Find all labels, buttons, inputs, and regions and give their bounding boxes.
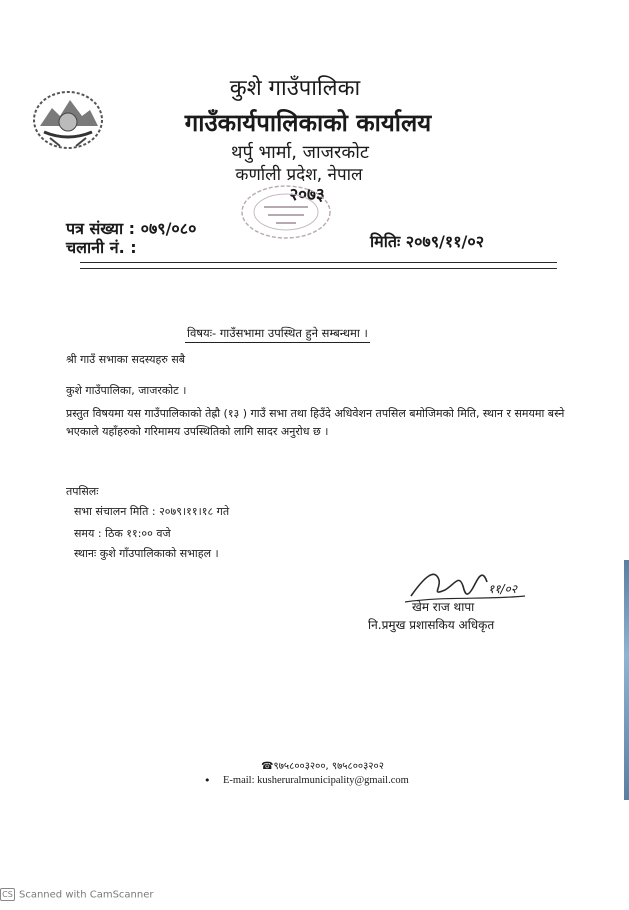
meeting-date: सभा संचालन मिति : २०७९।११।१८ गते	[74, 505, 230, 518]
addressee-line1: श्री गाउँ सभाका सदस्यहरु सबै	[66, 353, 186, 366]
dispatch-number: चलानी नं. :	[66, 238, 137, 257]
letter-body: प्रस्तुत विषयमा यस गाउँपालिकाको तेह्रौ (१३ ) गाउँ सभा तथा हिउँदे अधिवेशन तपसिल बमोजिमको मिति, स्थान र समयमा बस्ने भएकाले यहाँहरुको गरिमामय उपस्थितिको लागि सादर अनुरोध छ ।	[66, 407, 565, 438]
signatory-name: खेम राज थापा	[412, 600, 475, 614]
footer-email: E-mail: kusheruralmunicipality@gmail.com	[223, 775, 409, 786]
office-address: थर्पु भार्मा, जाजरकोट	[231, 142, 369, 163]
office-established-year: २०७३	[289, 185, 325, 205]
meeting-place: स्थानः कुशे गाँउपालिकाको सभाहल ।	[74, 547, 219, 560]
header-divider-1	[80, 262, 557, 263]
camscanner-icon: CS	[0, 888, 15, 901]
office-stamp-icon	[238, 183, 334, 241]
scan-edge	[624, 560, 629, 800]
scanner-watermark	[0, 888, 154, 901]
watermark-text: Scanned with CamScanner	[19, 889, 154, 901]
footer-phone: ☎९७५८००३२००, ९७५८००३२०२	[261, 761, 384, 772]
letter-number: पत्र संख्या : ०७९/०८०	[66, 219, 197, 238]
details-heading: तपसिलः	[66, 485, 99, 498]
meeting-time: समय : ठिक ११:०० वजे	[74, 527, 171, 540]
header-divider-2	[80, 268, 557, 269]
office-name-line2: गाउँकार्यपालिकाको कार्यालय	[184, 109, 432, 137]
letter-date: मितिः २०७९/११/०२	[370, 232, 485, 251]
office-province: कर्णाली प्रदेश, नेपाल	[235, 165, 363, 185]
signatory-title: नि.प्रमुख प्रशासकिय अधिकृत	[368, 618, 495, 632]
office-name-line1: कुशे गाउँपालिका	[229, 76, 361, 101]
letter-subject: विषयः- गाउँसभामा उपस्थित हुने सम्बन्धमा ।	[185, 326, 370, 343]
signature-date: ११/०२	[488, 582, 518, 596]
footer-bullet: •	[204, 774, 211, 787]
addressee-line2: कुशे गाउँपालिका, जाजरकोट ।	[66, 384, 187, 397]
